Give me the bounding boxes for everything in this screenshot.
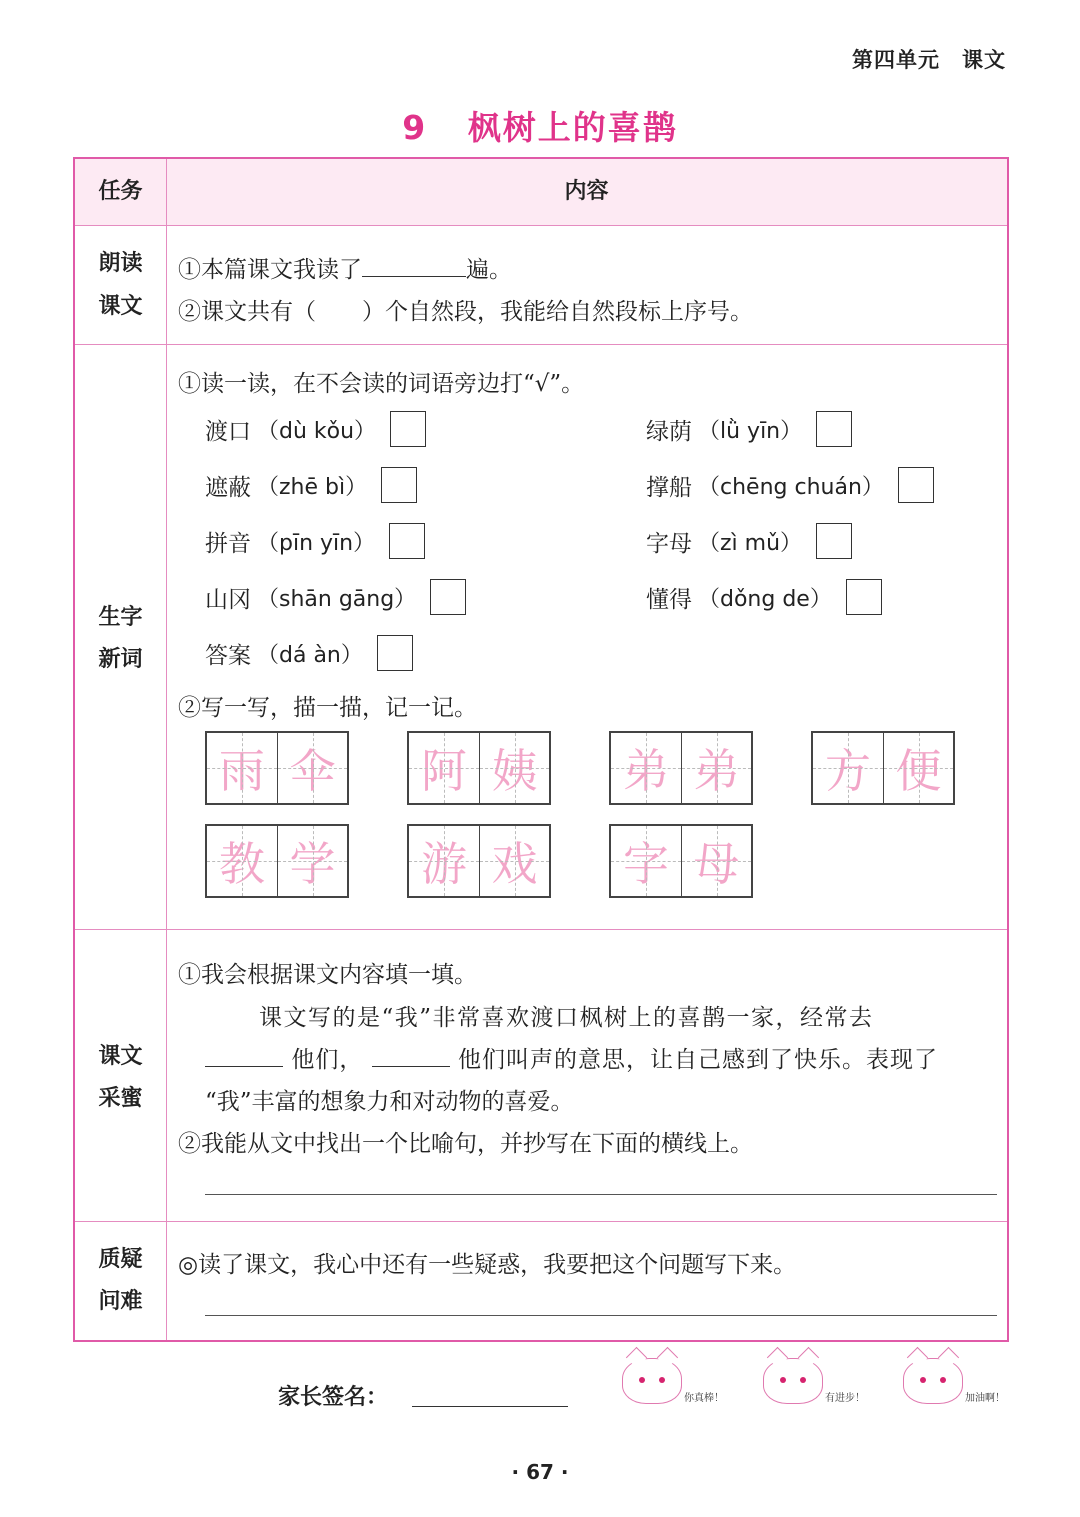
reading-line-1: [178, 251, 512, 284]
reading-line-1-post: 遍。: [466, 257, 512, 283]
page-number: · 67 ·: [511, 1460, 569, 1484]
question-answer-line[interactable]: [205, 1315, 997, 1316]
comp-instruction-2: ②我能从文中找出一个比喻句，并抄写在下面的横线上。: [178, 1131, 753, 1157]
comp-p2b: 他们叫声的意思，让自己感到了快乐。表现了: [457, 1047, 938, 1073]
word-pinyin: （dá àn）: [257, 642, 363, 668]
word-item: [646, 411, 852, 447]
task-reading-1: 朗读: [98, 251, 143, 276]
tracing-char: 弟: [611, 733, 681, 803]
word-checkbox[interactable]: [377, 635, 413, 671]
word-hanzi: 撑船: [646, 474, 692, 501]
tracing-char: 教: [207, 826, 277, 896]
tracing-grid[interactable]: [811, 731, 955, 805]
word-item: [646, 523, 852, 559]
word-hanzi: 字母: [646, 530, 692, 557]
lesson-title: [0, 102, 1080, 149]
word-pinyin: （shān gāng）: [257, 586, 417, 612]
unit-label: 第四单元 课文: [852, 48, 1006, 72]
tracing-grid[interactable]: [205, 731, 349, 805]
word-hanzi: 渡口: [205, 418, 251, 445]
tracing-char: 便: [883, 733, 953, 803]
parent-signature-label: 家长签名：: [278, 1385, 389, 1410]
tracing-char: 雨: [207, 733, 277, 803]
word-hanzi: 答案: [205, 642, 251, 669]
cat-icon: [622, 1358, 682, 1404]
comp-paragraph-3: “我”丰富的想象力和对动物的喜爱。: [205, 1089, 574, 1115]
word-item: [205, 411, 426, 447]
word-checkbox[interactable]: [846, 579, 882, 615]
tracing-char: 方: [813, 733, 883, 803]
reading-line-2: ②课文共有（ ）个自然段，我能给自然段标上序号。: [178, 299, 753, 325]
comp-p2a: 他们，: [291, 1047, 364, 1073]
tracing-char: 弟: [681, 733, 751, 803]
sticker-great: [622, 1358, 724, 1404]
tracing-grid[interactable]: [407, 731, 551, 805]
word-checkbox[interactable]: [389, 523, 425, 559]
sticker-text: 你真棒！: [684, 1393, 724, 1404]
word-pinyin: （dǒng de）: [698, 586, 832, 612]
word-hanzi: 拼音: [205, 530, 251, 557]
tracing-char: 游: [409, 826, 479, 896]
comp-paragraph-1: 课文写的是“我”非常喜欢渡口枫树上的喜鹊一家，经常去: [259, 1005, 874, 1031]
sticker-text: 加油啊！: [965, 1393, 1005, 1404]
parent-signature-line[interactable]: [412, 1406, 568, 1407]
lesson-name: 枫树上的喜鹊: [467, 108, 678, 147]
questions-instruction: ◎读了课文，我心中还有一些疑惑，我要把这个问题写下来。: [178, 1252, 797, 1278]
task-words-1: 生字: [98, 605, 143, 630]
task-words-2: 新词: [98, 647, 143, 672]
fill-blank-2[interactable]: [372, 1046, 450, 1067]
word-pinyin: （lǜ yīn）: [698, 418, 803, 444]
task-comp-1: 课文: [98, 1044, 143, 1069]
comp-paragraph-2: [205, 1041, 938, 1074]
tracing-grid[interactable]: [609, 731, 753, 805]
word-checkbox[interactable]: [381, 467, 417, 503]
comp-instruction-1: ①我会根据课文内容填一填。: [178, 962, 477, 988]
cat-icon: [763, 1358, 823, 1404]
tracing-char: 姨: [479, 733, 549, 803]
tracing-grid[interactable]: [407, 824, 551, 898]
tracing-char: 伞: [277, 733, 347, 803]
word-pinyin: （pīn yīn）: [257, 530, 376, 556]
reading-line-1-pre: ①本篇课文我读了: [178, 257, 362, 283]
task-table: [73, 157, 1009, 1342]
header-task: 任务: [98, 179, 143, 204]
word-item: [646, 467, 934, 503]
fill-blank-1[interactable]: [205, 1046, 283, 1067]
word-checkbox[interactable]: [430, 579, 466, 615]
word-pinyin: （zì mǔ）: [698, 530, 803, 556]
task-questions-2: 问难: [98, 1289, 143, 1314]
words-instruction-1: ①读一读，在不会读的词语旁边打“√”。: [178, 371, 585, 397]
task-comp-2: 采蜜: [98, 1086, 143, 1111]
tracing-grid[interactable]: [205, 824, 349, 898]
word-hanzi: 山冈: [205, 586, 251, 613]
times-read-blank[interactable]: [362, 256, 466, 277]
simile-answer-line[interactable]: [205, 1194, 997, 1195]
word-hanzi: 懂得: [646, 586, 692, 613]
sticker-text: 有进步！: [825, 1393, 865, 1404]
cat-icon: [903, 1358, 963, 1404]
tracing-char: 字: [611, 826, 681, 896]
words-instruction-2: ②写一写，描一描，记一记。: [178, 695, 477, 721]
word-item: [205, 635, 413, 671]
word-checkbox[interactable]: [816, 523, 852, 559]
tracing-char: 戏: [479, 826, 549, 896]
tracing-char: 阿: [409, 733, 479, 803]
word-item: [205, 467, 417, 503]
lesson-number: 9: [402, 108, 428, 147]
header-content: 内容: [564, 179, 609, 204]
sticker-progress: [763, 1358, 865, 1404]
tracing-char: 母: [681, 826, 751, 896]
task-questions-1: 质疑: [98, 1247, 143, 1272]
sticker-cheer: [903, 1358, 1005, 1404]
word-item: [646, 579, 882, 615]
word-item: [205, 579, 466, 615]
word-hanzi: 绿荫: [646, 418, 692, 445]
word-hanzi: 遮蔽: [205, 474, 251, 501]
word-item: [205, 523, 425, 559]
tracing-char: 学: [277, 826, 347, 896]
word-checkbox[interactable]: [390, 411, 426, 447]
word-checkbox[interactable]: [816, 411, 852, 447]
tracing-grid[interactable]: [609, 824, 753, 898]
word-pinyin: （zhē bì）: [257, 474, 368, 500]
task-reading-2: 课文: [98, 294, 143, 319]
word-checkbox[interactable]: [898, 467, 934, 503]
word-pinyin: （chēng chuán）: [698, 474, 884, 500]
word-pinyin: （dù kǒu）: [257, 418, 377, 444]
